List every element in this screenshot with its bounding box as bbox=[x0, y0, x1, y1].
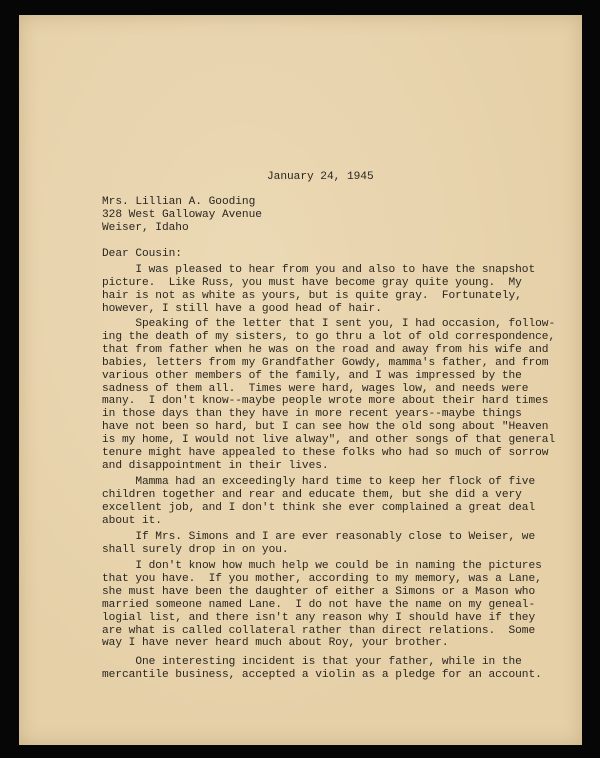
paragraph-1 bbox=[102, 264, 535, 316]
line: tenure might have appealed to these folks who had so much of sorrow bbox=[102, 447, 549, 460]
paragraph-6 bbox=[102, 656, 542, 682]
line: way I have never heard much about Roy, your brother. bbox=[102, 637, 449, 650]
line: sadness of them all. Times were hard, wages low, and needs were bbox=[102, 382, 529, 395]
line: I don't know how much help we could be in naming the pictures bbox=[102, 560, 542, 572]
line: picture. Like Russ, you must have become gray quite young. My bbox=[102, 276, 522, 289]
line: are what is called collateral rather than direct relations. Some bbox=[102, 624, 536, 637]
line: mercantile business, accepted a violin as a pledge for an account. bbox=[102, 668, 542, 681]
line: logial list, and there isn't any reason why I should have if they bbox=[102, 611, 536, 624]
line: is my home, I would not live alway", and other songs of that general bbox=[102, 434, 556, 447]
recipient-city: Weiser, Idaho bbox=[102, 221, 189, 234]
line: she must have been the daughter of either a Simons or a Mason who bbox=[102, 585, 536, 598]
line: many. I don't know--maybe people wrote more about their hard times bbox=[102, 395, 549, 408]
line: Speaking of the letter that I sent you, I had occasion, follow- bbox=[102, 318, 556, 330]
line: I was pleased to hear from you and also to have the snapshot bbox=[102, 264, 536, 276]
line: various other members of the family, and I was impressed by the bbox=[102, 369, 522, 382]
line: about it. bbox=[102, 514, 162, 527]
line: If Mrs. Simons and I are ever reasonably close to Weiser, we bbox=[102, 531, 536, 543]
recipient-street: 328 West Galloway Avenue bbox=[102, 208, 262, 221]
line: shall surely drop in on you. bbox=[102, 543, 289, 556]
letter-date: January 24, 1945 bbox=[267, 171, 374, 183]
line: and disappointment in their lives. bbox=[102, 459, 329, 472]
line: ing the death of my sisters, to go thru a lot of old correspondence, bbox=[102, 330, 556, 343]
line: One interesting incident is that your father, while in the bbox=[102, 656, 522, 668]
line: in those days than they have in more recent years--maybe things bbox=[102, 408, 522, 421]
line: however, I still have a good head of hair. bbox=[102, 302, 382, 315]
letter-page bbox=[19, 15, 582, 745]
line: that you have. If you mother, according to my memory, was a Lane, bbox=[102, 572, 542, 585]
line: Mamma had an exceedingly hard time to keep her flock of five bbox=[102, 476, 536, 488]
paragraph-5 bbox=[102, 560, 542, 650]
salutation: Dear Cousin: bbox=[102, 248, 182, 260]
line: hair is not as white as yours, but is quite gray. Fortunately, bbox=[102, 289, 522, 302]
recipient-name: Mrs. Lillian A. Gooding bbox=[102, 196, 256, 208]
paragraph-4 bbox=[102, 531, 535, 557]
line: have not been so hard, but I can see how the old song about "Heaven bbox=[102, 421, 549, 434]
paragraph-2 bbox=[102, 318, 555, 473]
line: excellent job, and I don't think she ever complained a great deal bbox=[102, 501, 536, 514]
line: married someone named Lane. I do not have the name on my geneal- bbox=[102, 598, 536, 611]
recipient-address bbox=[102, 196, 262, 235]
line: babies, letters from my Grandfather Gowdy, mamma's father, and from bbox=[102, 356, 549, 369]
line: that from father when he was on the road and away from his wife and bbox=[102, 343, 549, 356]
line: children together and rear and educate them, but she did a very bbox=[102, 488, 522, 501]
paragraph-3 bbox=[102, 476, 535, 528]
